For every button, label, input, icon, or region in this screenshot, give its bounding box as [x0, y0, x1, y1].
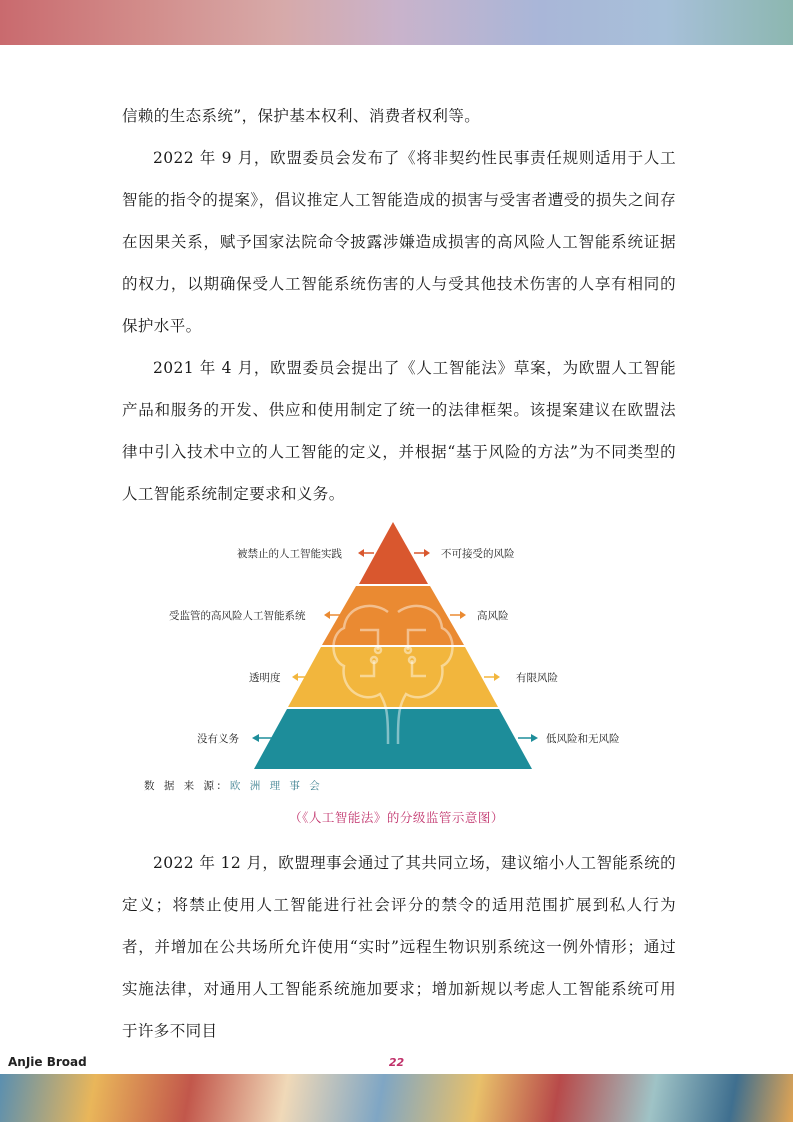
figure-source	[144, 778, 323, 793]
arrow-right-icon	[484, 673, 500, 681]
paragraph-text: 2021 年 4 月，欧盟委员会提出了《人工智能法》草案，为欧盟人工智能产品和服务的开发、供应和使用制定了统一的法律框架。该提案建议在欧盟法律中引入技术中立的人工智能的定义，并根据“基于风险的方法”为不同类型的人工智能系统制定要求和义务。	[122, 359, 676, 503]
tier-right-label: 不可接受的风险	[441, 548, 515, 560]
arrow-right-icon	[414, 549, 430, 557]
paragraph-2022-dec	[122, 842, 676, 1052]
tier-right-label: 低风险和无风险	[546, 733, 620, 745]
tier-right-label: 有限风险	[516, 672, 558, 684]
source-label: 数 据 来 源:	[144, 780, 224, 792]
arrow-left-icon	[358, 549, 374, 557]
pyramid-tier-minimal	[254, 709, 532, 769]
tier-left-label: 被禁止的人工智能实践	[237, 548, 342, 560]
tier-left-label: 没有义务	[197, 733, 239, 745]
arrow-right-icon	[518, 734, 538, 742]
paragraph-text: 2022 年 9 月，欧盟委员会发布了《将非契约性民事责任规则适用于人工智能的指令的提案》，倡议推定人工智能造成的损害与受害者遭受的损失之间存在因果关系，赋予国家法院命令披露涉嫌造成损害的高风险人工智能系统证据的权力，以期确保受人工智能系统伤害的人与受其他技术伤害的人享有相同的保护水平。	[122, 149, 676, 335]
footer-brand-logo: AnJie Broad	[8, 1055, 87, 1069]
paragraph-text: 信赖的生态系统”，保护基本权利、消费者权利等。	[122, 107, 481, 125]
arrow-left-icon	[324, 611, 340, 619]
bottom-decorative-band	[0, 1074, 793, 1122]
arrow-right-icon	[450, 611, 466, 619]
pyramid-tier-high	[322, 586, 464, 645]
page-number: 22	[388, 1056, 405, 1069]
figure-caption: （《人工智能法》的分级监管示意图）	[289, 810, 504, 825]
source-value: 欧 洲 理 事 会	[229, 780, 323, 792]
tier-left-label: 受监管的高风险人工智能系统	[169, 610, 306, 622]
paragraph-text: 2022 年 12 月，欧盟理事会通过了其共同立场，建议缩小人工智能系统的定义；将禁止使用人工智能进行社会评分的禁令的适用范围扩展到私人行为者，并增加在公共场所允许使用“实时”远程生物识别系统这一例外情形；通过实施法律，对通用人工智能系统施加要求；增加新规以考虑人工智能系统可用于许多不同目	[122, 854, 676, 1040]
tier-left-label: 透明度	[249, 672, 281, 684]
tier-right-label: 高风险	[477, 610, 509, 622]
pyramid-tier-limited	[288, 647, 498, 707]
